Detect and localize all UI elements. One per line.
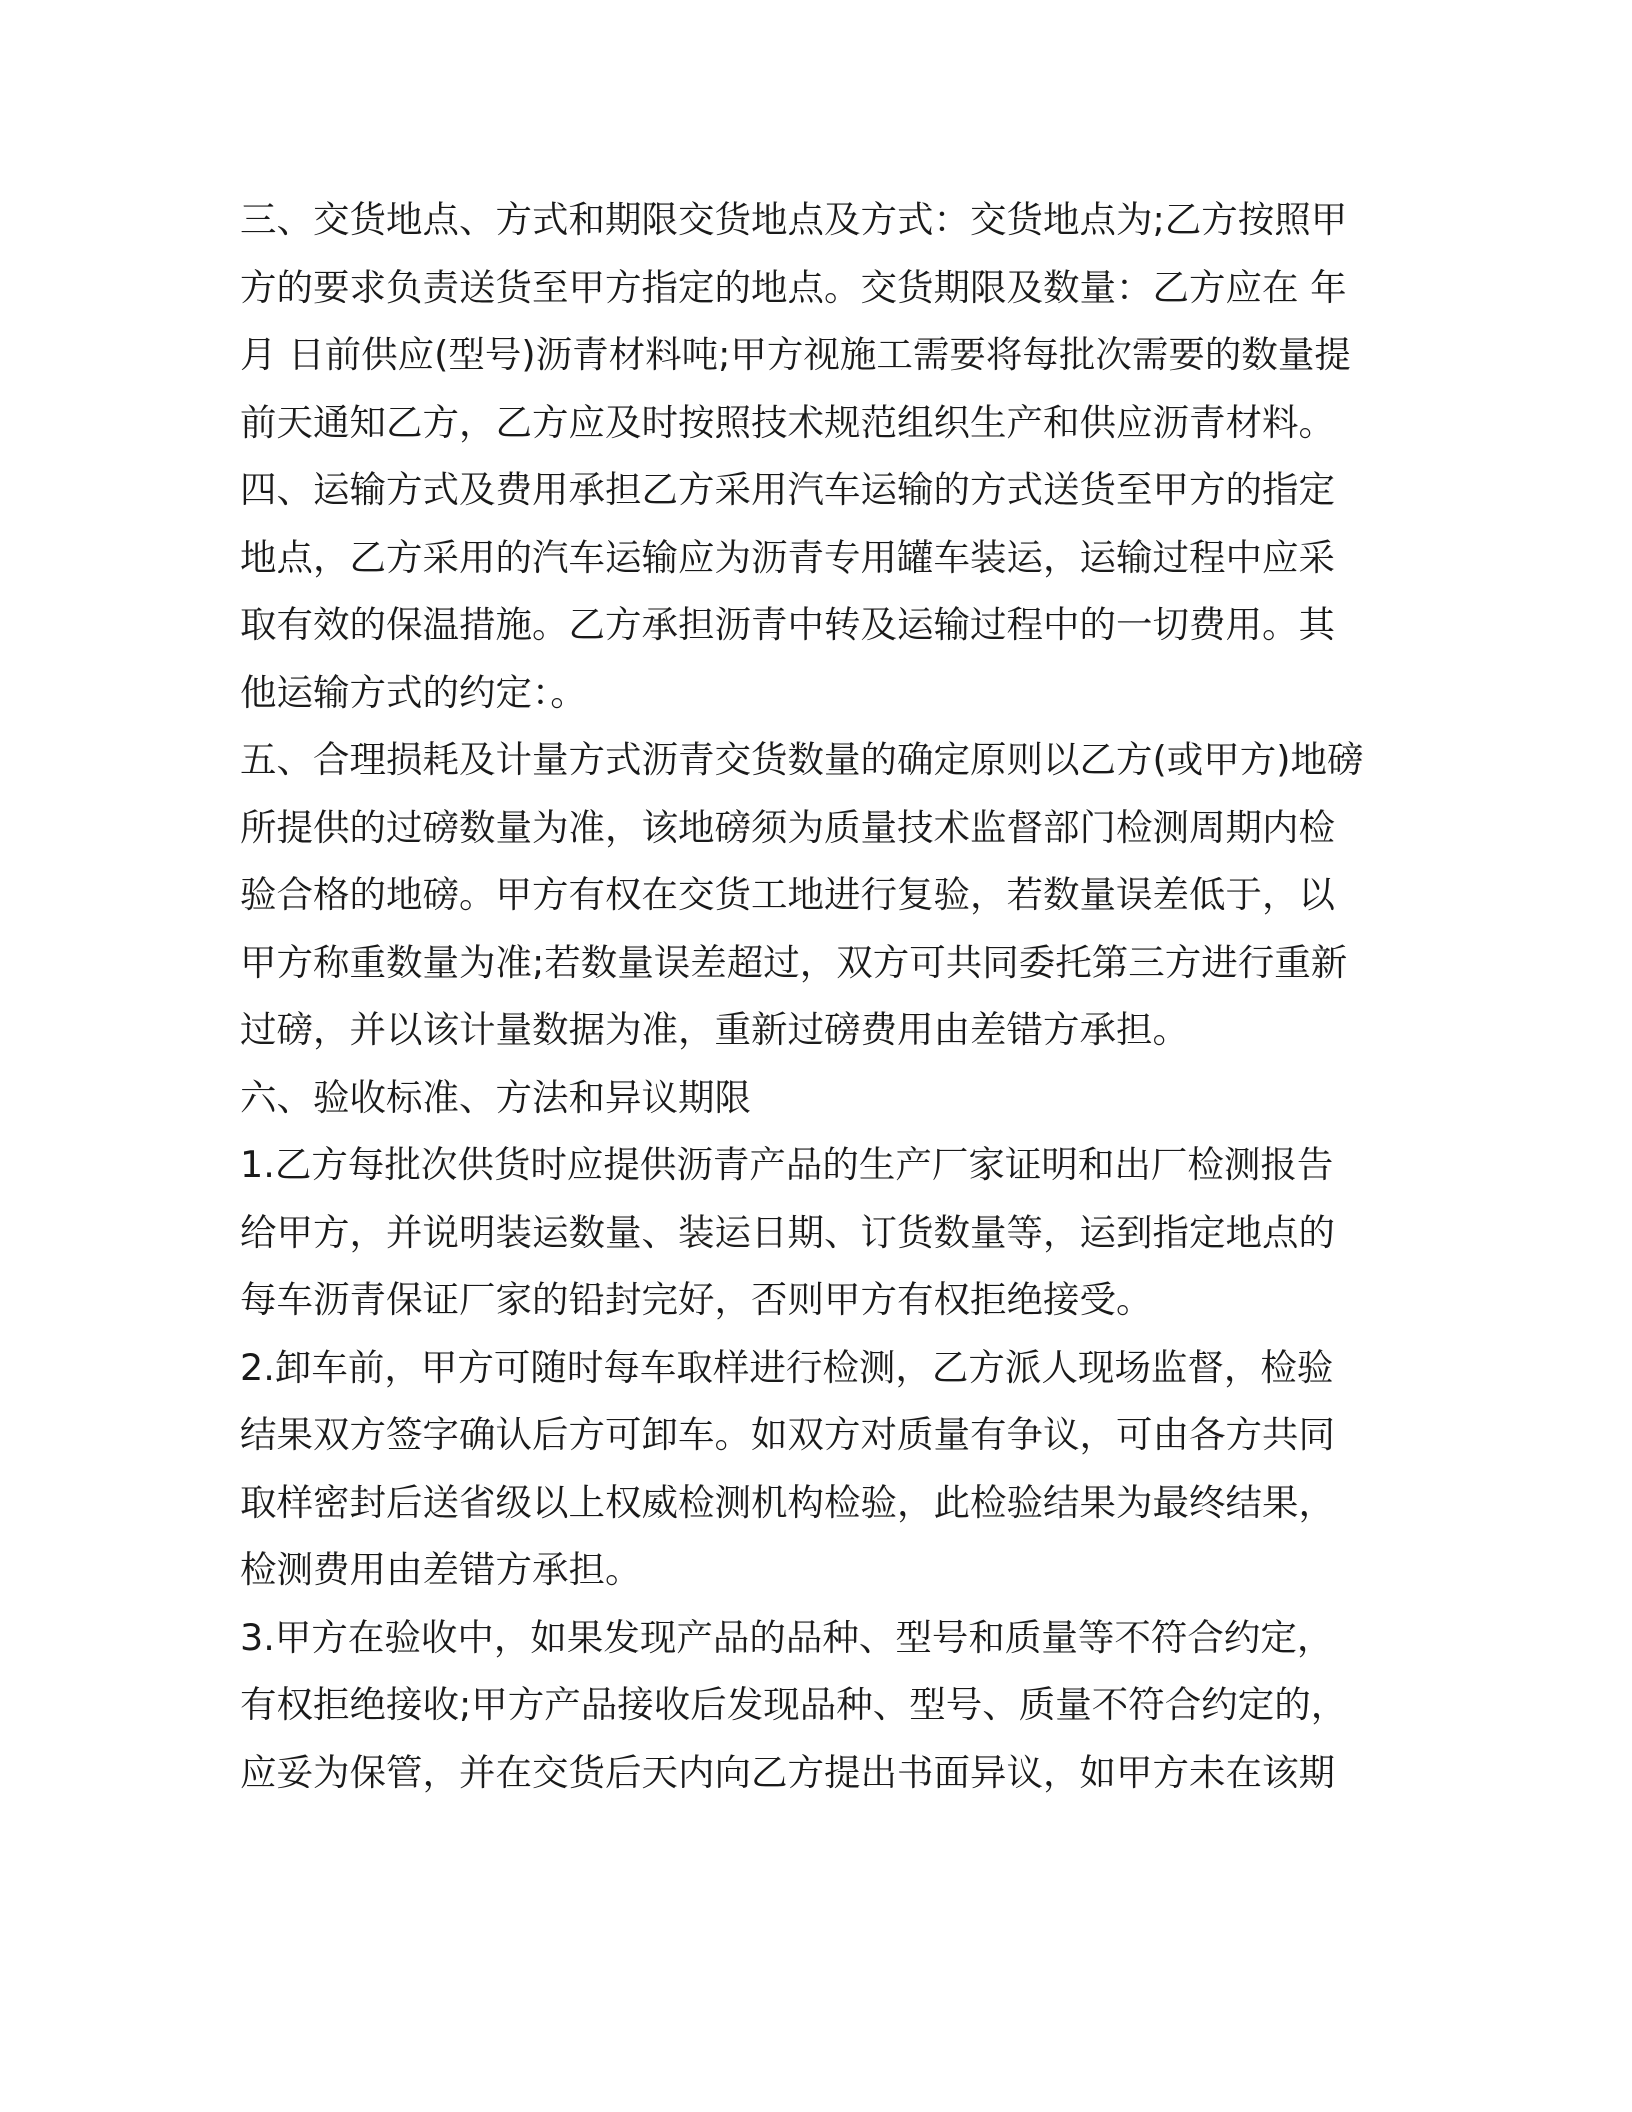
text-line-17: 每车沥青保证厂家的铅封完好，否则甲方有权拒绝接受。 [240,1278,1153,1321]
text-line-24: 应妥为保管，并在交货后天内向乙方提出书面异议，如甲方未在该期 [240,1750,1335,1794]
document-body [240,186,1405,1806]
text-line-9: 五、合理损耗及计量方式沥青交货数量的确定原则以乙方(或甲方)地磅 [240,738,1364,781]
text-line-4: 前天通知乙方，乙方应及时按照技术规范组织生产和供应沥青材料。 [240,400,1335,444]
text-line-23: 有权拒绝接收;甲方产品接收后发现品种、型号、质量不符合约定的， [240,1683,1348,1726]
text-line-14: 六、验收标准、方法和异议期限 [240,1075,751,1119]
text-line-21: 检测费用由差错方承担。 [240,1548,642,1591]
text-line-3: 月 日前供应(型号)沥青材料吨;甲方视施工需要将每批次需要的数量提 [240,333,1351,376]
text-line-10: 所提供的过磅数量为准，该地磅须为质量技术监督部门检测周期内检 [240,805,1335,849]
text-line-8: 他运输方式的约定：。 [240,670,587,714]
text-line-12: 甲方称重数量为准;若数量误差超过，双方可共同委托第三方进行重新 [240,940,1348,984]
text-line-7: 取有效的保温措施。乙方承担沥青中转及运输过程中的一切费用。其 [240,603,1335,646]
text-line-1: 三、交货地点、方式和期限交货地点及方式：交货地点为;乙方按照甲 [240,198,1348,241]
text-line-19: 结果双方签字确认后方可卸车。如双方对质量有争议，可由各方共同 [240,1413,1335,1456]
text-line-16: 给甲方，并说明装运数量、装运日期、订货数量等，运到指定地点的 [240,1210,1335,1254]
text-line-5: 四、运输方式及费用承担乙方采用汽车运输的方式送货至甲方的指定 [240,468,1335,511]
text-line-11: 验合格的地磅。甲方有权在交货工地进行复验，若数量误差低于，以 [240,873,1335,916]
text-line-15: 1.乙方每批次供货时应提供沥青产品的生产厂家证明和出厂检测报告 [240,1143,1334,1186]
text-line-22: 3.甲方在验收中，如果发现产品的品种、型号和质量等不符合约定， [240,1615,1334,1659]
text-line-6: 地点，乙方采用的汽车运输应为沥青专用罐车装运，运输过程中应采 [240,535,1335,579]
text-line-18: 2.卸车前，甲方可随时每车取样进行检测，乙方派人现场监督，检验 [240,1345,1334,1389]
text-line-2: 方的要求负责送货至甲方指定的地点。交货期限及数量：乙方应在 年 [240,265,1347,309]
text-line-13: 过磅，并以该计量数据为准，重新过磅费用由差错方承担。 [240,1008,1189,1051]
text-line-20: 取样密封后送省级以上权威检测机构检验，此检验结果为最终结果， [240,1480,1335,1524]
